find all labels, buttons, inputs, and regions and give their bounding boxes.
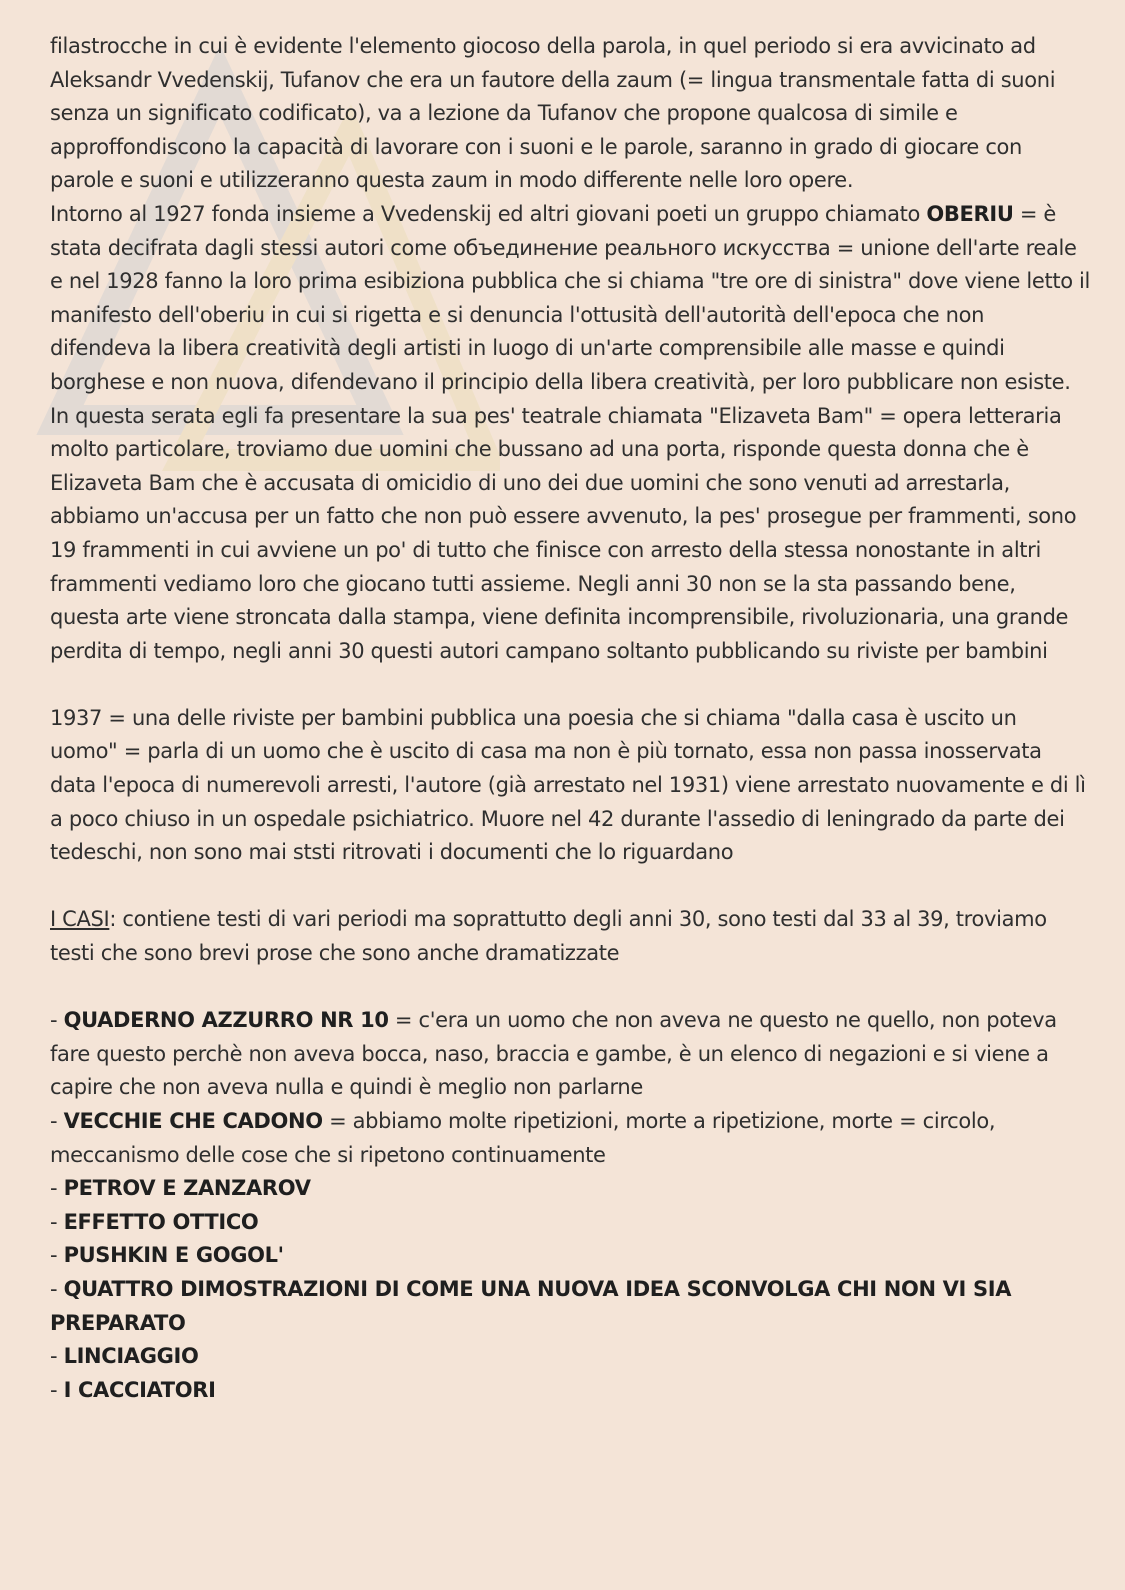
list-item-title: QUATTRO DIMOSTRAZIONI DI COME UNA NUOVA IDEA SCONVOLGA CHI NON VI SIA PREPARATO bbox=[50, 1276, 1012, 1335]
oberiu-term: OBERIU bbox=[926, 201, 1014, 226]
list-item bbox=[50, 1004, 1090, 1105]
oberiu-paragraph bbox=[50, 198, 1090, 668]
year-1937-paragraph bbox=[50, 702, 1090, 870]
list-item-title: I CACCIATORI bbox=[63, 1377, 216, 1402]
intro-text: filastrocche in cui è evidente l'elemento giocoso della parola, in quel periodo si era avvicinato ad Aleksandr Vvedenskij, Tufanov che era un fautore della zaum (= lingua transmentale fatta di suoni senza un significato codificato), va a lezione da Tufanov che propone qualcosa di simile e approffondiscono la capacità di lavorare con i suoni e le parole, saranno in grado di giocare con parole e suoni e utilizzeranno questa zaum in modo differente nelle loro opere. bbox=[50, 34, 1056, 193]
list-dash: - bbox=[50, 1377, 64, 1402]
list-dash: - bbox=[50, 1276, 64, 1301]
casi-label: I CASI bbox=[50, 907, 110, 932]
list-item bbox=[50, 1206, 1090, 1240]
spacer bbox=[50, 668, 1090, 702]
list-dash: - bbox=[50, 1176, 64, 1201]
spacer bbox=[50, 870, 1090, 904]
casi-paragraph bbox=[50, 903, 1090, 970]
list-item bbox=[50, 1239, 1090, 1273]
casi-text: : contiene testi di vari periodi ma soprattutto degli anni 30, sono testi dal 33 al 39, troviamo testi che sono brevi prose che sono anche dramatizzate bbox=[50, 907, 1047, 966]
year-1937-text: 1937 = una delle riviste per bambini pubblica una poesia che si chiama "dalla casa è uscito un uomo" = parla di un uomo che è uscito di casa ma non è più tornato, essa non passa inosservata data l'epoca di numerevoli arresti, l'autore (già arrestato nel 1931) viene arrestato nuovamente e di lì a poco chiuso in un ospedale psichiatrico. Muore nel 42 durante l'assedio di leningrado da parte dei tedeschi, non sono mai ststi ritrovati i documenti che lo riguardano bbox=[50, 705, 1086, 865]
list-item bbox=[50, 1340, 1090, 1374]
list-item-title: VECCHIE CHE CADONO bbox=[63, 1109, 323, 1133]
list-dash: - bbox=[50, 1243, 64, 1268]
oberiu-rest: = è stata decifrata dagli stessi autori come объединение реального искусства = unione dell'arte reale e nel 1928 fanno la loro prima esibiziona pubblica che si chiama "tre ore di sinistra" dove viene letto il manifesto dell'oberiu in cui si rigetta e si denuncia l'ottusità dell'autorità dell'epoca che non difendeva la libera creatività degli artisti in luogo di un'arte comprensibile alle masse e quindi borghese e non nuova, difendevano il principio della libera creatività, per loro pubblicare non esiste. In questa serata egli fa presentare la sua pes' teatrale chiamata "Elizaveta Bam" = opera letteraria molto particolare, troviamo due uomini che bussano ad una porta, risponde questa donna che è Elizaveta Bam che è accusata di omicidio di uno dei due uomini che sono venuti ad arrestarla, abbiamo un'accusa per un fatto che non può essere avvenuto, la pes' prosegue per frammenti, sono 19 frammenti in cui avviene un po' di tutto che finisce con arresto della stessa nonostante in altri frammenti vediamo loro che giocano tutti assieme. Negli anni 30 non se la sta passando bene, questa arte viene stroncata dalla stampa, viene definita incomprensibile, rivoluzionaria, una grande perdita di tempo, negli anni 30 questi autori campano soltanto pubblicando su riviste per bambini bbox=[50, 201, 1091, 663]
list-dash: - bbox=[50, 1344, 64, 1369]
list-dash: - bbox=[50, 1008, 64, 1033]
list-item-title: PETROV E ZANZAROV bbox=[63, 1176, 311, 1201]
list-dash: - bbox=[50, 1109, 64, 1133]
works-list bbox=[50, 1004, 1090, 1407]
spacer bbox=[50, 971, 1090, 1005]
list-item-desc: = c'era un uomo che non aveva ne questo ne quello, non poteva fare questo perchè non aveva bocca, naso, braccia e gambe, è un elenco di negazioni e si viene a capire che non aveva nulla e quindi è meglio non parlarne bbox=[50, 1008, 1057, 1100]
list-item bbox=[50, 1273, 1090, 1340]
list-item bbox=[50, 1172, 1090, 1206]
list-dash: - bbox=[50, 1209, 64, 1234]
list-item-title: QUADERNO AZZURRO NR 10 bbox=[63, 1008, 389, 1033]
oberiu-lead: Intorno al 1927 fonda insieme a Vvedenskij ed altri giovani poeti un gruppo chiamato bbox=[50, 201, 921, 226]
list-item bbox=[50, 1374, 1090, 1408]
list-item bbox=[50, 1105, 1090, 1172]
document-page bbox=[50, 30, 1090, 1407]
list-item-desc: = abbiamo molte ripetizioni, morte a ripetizione, morte = circolo, meccanismo delle cose che si ripetono continuamente bbox=[50, 1109, 996, 1167]
list-item-title: LINCIAGGIO bbox=[63, 1344, 199, 1369]
intro-paragraph bbox=[50, 30, 1090, 198]
list-item-title: EFFETTO OTTICO bbox=[63, 1209, 259, 1234]
list-item-title: PUSHKIN E GOGOL' bbox=[63, 1243, 284, 1268]
